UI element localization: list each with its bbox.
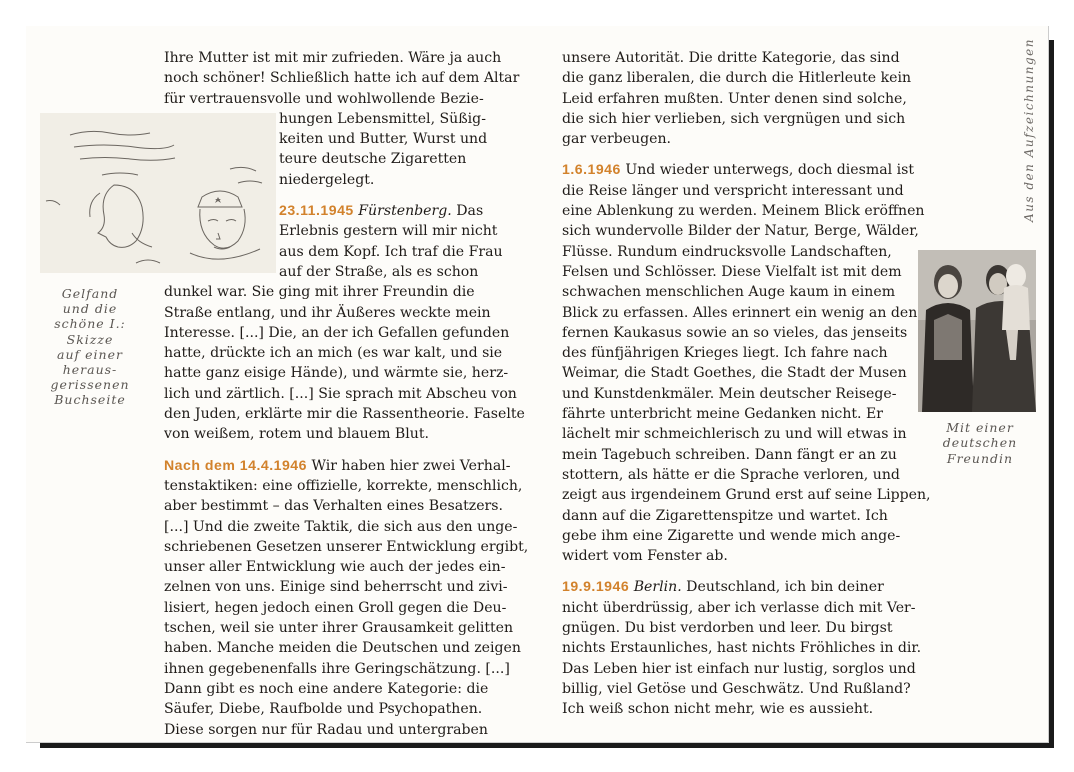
text-line: Blick zu erfassen. Alles erinnert ein wenig an den <box>562 304 918 321</box>
text-line: hatte ganz eisige Hände), und wärmte sie, herz- <box>164 365 509 382</box>
text-line: unsere Autorität. Die dritte Kategorie, das sind <box>562 50 900 66</box>
text-line: tschen, weil sie unter ihrer Grausamkeit gelitten <box>164 620 514 637</box>
text-line: lich und zärtlich. [...] Sie sprach mit Abscheu von <box>164 385 517 402</box>
text-fragment: Wir haben hier zwei Verhal- <box>306 457 511 474</box>
text-line: Interesse. [...] Die, an der ich Gefallen gefunden <box>164 324 510 341</box>
text-line: sich wundervolle Bilder der Natur, Berge, Wälder, <box>562 223 919 240</box>
text-line: Ihre Mutter ist mit mir zufrieden. Wäre ja auch <box>164 50 502 66</box>
text-line: niedergelegt. <box>279 171 375 188</box>
text-line: haben. Manche meiden die Deutschen und zeigen <box>164 640 521 657</box>
text-line: für vertrauensvolle und wohlwollende Bezie- <box>164 90 484 107</box>
text-line: Felsen und Schlösser. Diese Vielfalt ist mit dem <box>562 263 902 280</box>
caption-line: gerissenen <box>50 377 130 393</box>
right-text-column <box>562 48 931 720</box>
text-line: nichts Erstaunliches, hast nichts Fröhliches in dir. <box>562 640 922 657</box>
text-line: gar verbeugen. <box>562 131 672 148</box>
text-line: tenstaktiken: eine offizielle, korrekte, menschlich, <box>164 477 523 494</box>
entry-date: Nach dem 14.4.1946 <box>164 456 307 473</box>
entry-date: 1.6.1946 <box>562 161 621 178</box>
caption-line: Gelfand <box>61 286 119 301</box>
text-line: die ganz liberalen, die durch die Hitlerleute kein <box>562 70 912 87</box>
text-fragment: Und wieder unterwegs, doch diesmal ist <box>620 162 915 179</box>
entry-heading-line <box>562 159 915 180</box>
text-line: und Kunstdenkmäler. Mein deutscher Reisege- <box>562 385 897 402</box>
text-line: noch schöner! Schließlich hatte ich auf dem Altar <box>164 70 520 87</box>
text-fragment: Deutschland, ich bin deiner <box>681 579 884 596</box>
text-line: Leid erfahren mußten. Unter denen sind solche, <box>562 90 907 107</box>
entry-heading-line <box>164 455 522 476</box>
entry-heading-line <box>562 576 908 597</box>
caption-line: heraus- <box>62 362 118 378</box>
text-line: des fünfjährigen Krieges liegt. Ich fahre nach <box>562 345 888 362</box>
text-line: dunkel war. Sie ging mit ihrer Freundin die <box>164 284 475 301</box>
caption-line: und die <box>62 301 118 317</box>
left-text-column <box>164 48 529 740</box>
text-line: Flüsse. Rundum eindrucksvolle Landschaften, <box>562 243 892 260</box>
text-line: lisiert, hegen jedoch einen Groll gegen die Deu- <box>164 599 507 616</box>
text-line: schwachen menschlichen Auge kaum in einem <box>562 284 896 301</box>
text-line: schriebenen Gesetzen unserer Entwicklung ergibt, <box>164 538 529 555</box>
text-line: Straße entlang, und ihr Äußeres weckte mein <box>164 304 491 321</box>
text-line: ihnen gegebenenfalls ihre Geringschätzung. [...] <box>164 660 510 677</box>
text-line: gnügen. Du bist verdorben und leer. Du birgst <box>562 620 893 637</box>
running-head-text: Aus den Aufzeichnungen <box>1022 38 1036 222</box>
text-line: Erlebnis gestern will mir nicht <box>279 223 498 240</box>
text-line: unser aller Entwicklung wie auch der jedes ein- <box>164 559 506 576</box>
caption-line: Mit einer <box>946 420 1014 435</box>
entry-place: Fürstenberg. <box>358 203 452 220</box>
text-line: Säufer, Diebe, Raufbolde und Psychopathen. <box>164 701 483 718</box>
text-line: fernen Kaukasus sowie an so vieles, das jenseits <box>562 324 908 341</box>
text-line: die Reise länger und verspricht interessant und <box>562 182 904 199</box>
text-line: zeigt aus irgendeinem Grund erst auf seine Lippen, <box>562 487 931 504</box>
text-line: teure deutsche Zigaretten <box>279 151 467 168</box>
text-line: Diese sorgen nur für Radau und untergraben <box>164 721 488 738</box>
entry-place: Berlin. <box>633 579 682 596</box>
photo-drawing <box>918 250 1036 412</box>
text-line: hatte, drückte ich an mich (es war kalt, und sie <box>164 345 503 362</box>
text-line: fährte unterbricht meine Gedanken nicht. Er <box>562 406 884 423</box>
caption-line: Skizze <box>66 331 114 347</box>
text-line: nicht überdrüssig, aber ich verlasse dich mit Ver- <box>562 599 916 616</box>
entry-heading-line <box>164 200 522 221</box>
text-line: eine Ablenkung zu werden. Meinem Blick eröffnen <box>562 203 925 220</box>
text-line: hungen Lebensmittel, Süßig- <box>279 110 486 127</box>
text-line: den Juden, erklärte mir die Rassentheorie. Faselte <box>164 406 525 423</box>
text-line: Weimar, die Stadt Goethes, die Stadt der Musen <box>562 365 907 382</box>
caption-line: schöne I.: <box>54 316 126 332</box>
photo-image <box>918 250 1036 412</box>
entry-date: 19.9.1946 <box>562 578 630 595</box>
text-line: aber bestimmt – das Verhalten eines Besatzers. <box>164 498 503 515</box>
text-line: aus dem Kopf. Ich traf die Frau <box>279 243 503 260</box>
text-line: die sich hier verlieben, sich vergnügen und sich <box>562 110 906 127</box>
photo-caption <box>930 420 1030 466</box>
caption-line: auf einer <box>57 346 123 362</box>
text-line: mein Tagebuch schreiben. Dann fängt er an zu <box>562 446 897 463</box>
text-line: Dann gibt es noch eine andere Kategorie: die <box>164 680 489 697</box>
text-line: stottern, als hätte er die Sprache verloren, und <box>562 466 900 483</box>
text-line: auf der Straße, als es schon <box>279 263 479 280</box>
caption-line: deutschen <box>942 435 1018 451</box>
caption-line: Buchseite <box>54 392 126 408</box>
entry-date: 23.11.1945 <box>279 202 354 219</box>
caption-line: Freundin <box>946 450 1014 466</box>
text-line: Das Leben hier ist einfach nur lustig, sorglos und <box>562 660 916 677</box>
text-line: gebe ihm eine Zigarette und wende mich ange- <box>562 527 901 544</box>
text-line: zelnen von uns. Einige sind beherrscht und zivi- <box>164 579 508 596</box>
text-line: dann auf die Zigarettenspitze und wartet. Ich <box>562 507 888 524</box>
text-line: [...] Und die zweite Taktik, die sich aus den unge- <box>164 518 518 535</box>
running-head <box>1018 40 1040 220</box>
text-line: widert vom Fenster ab. <box>562 548 728 565</box>
text-line: von weißem, rotem und blauem Blut. <box>164 426 430 443</box>
text-line: lächelt mir schmeichlerisch zu und will etwas in <box>562 426 907 443</box>
sketch-caption <box>36 286 144 408</box>
text-line: Ich weiß schon nicht mehr, wie es aussieht. <box>562 701 874 718</box>
text-line: keiten und Butter, Wurst und <box>279 131 488 148</box>
text-line: billig, viel Getöse und Geschwätz. Und Rußland? <box>562 680 911 697</box>
text-fragment: Das <box>451 203 484 220</box>
